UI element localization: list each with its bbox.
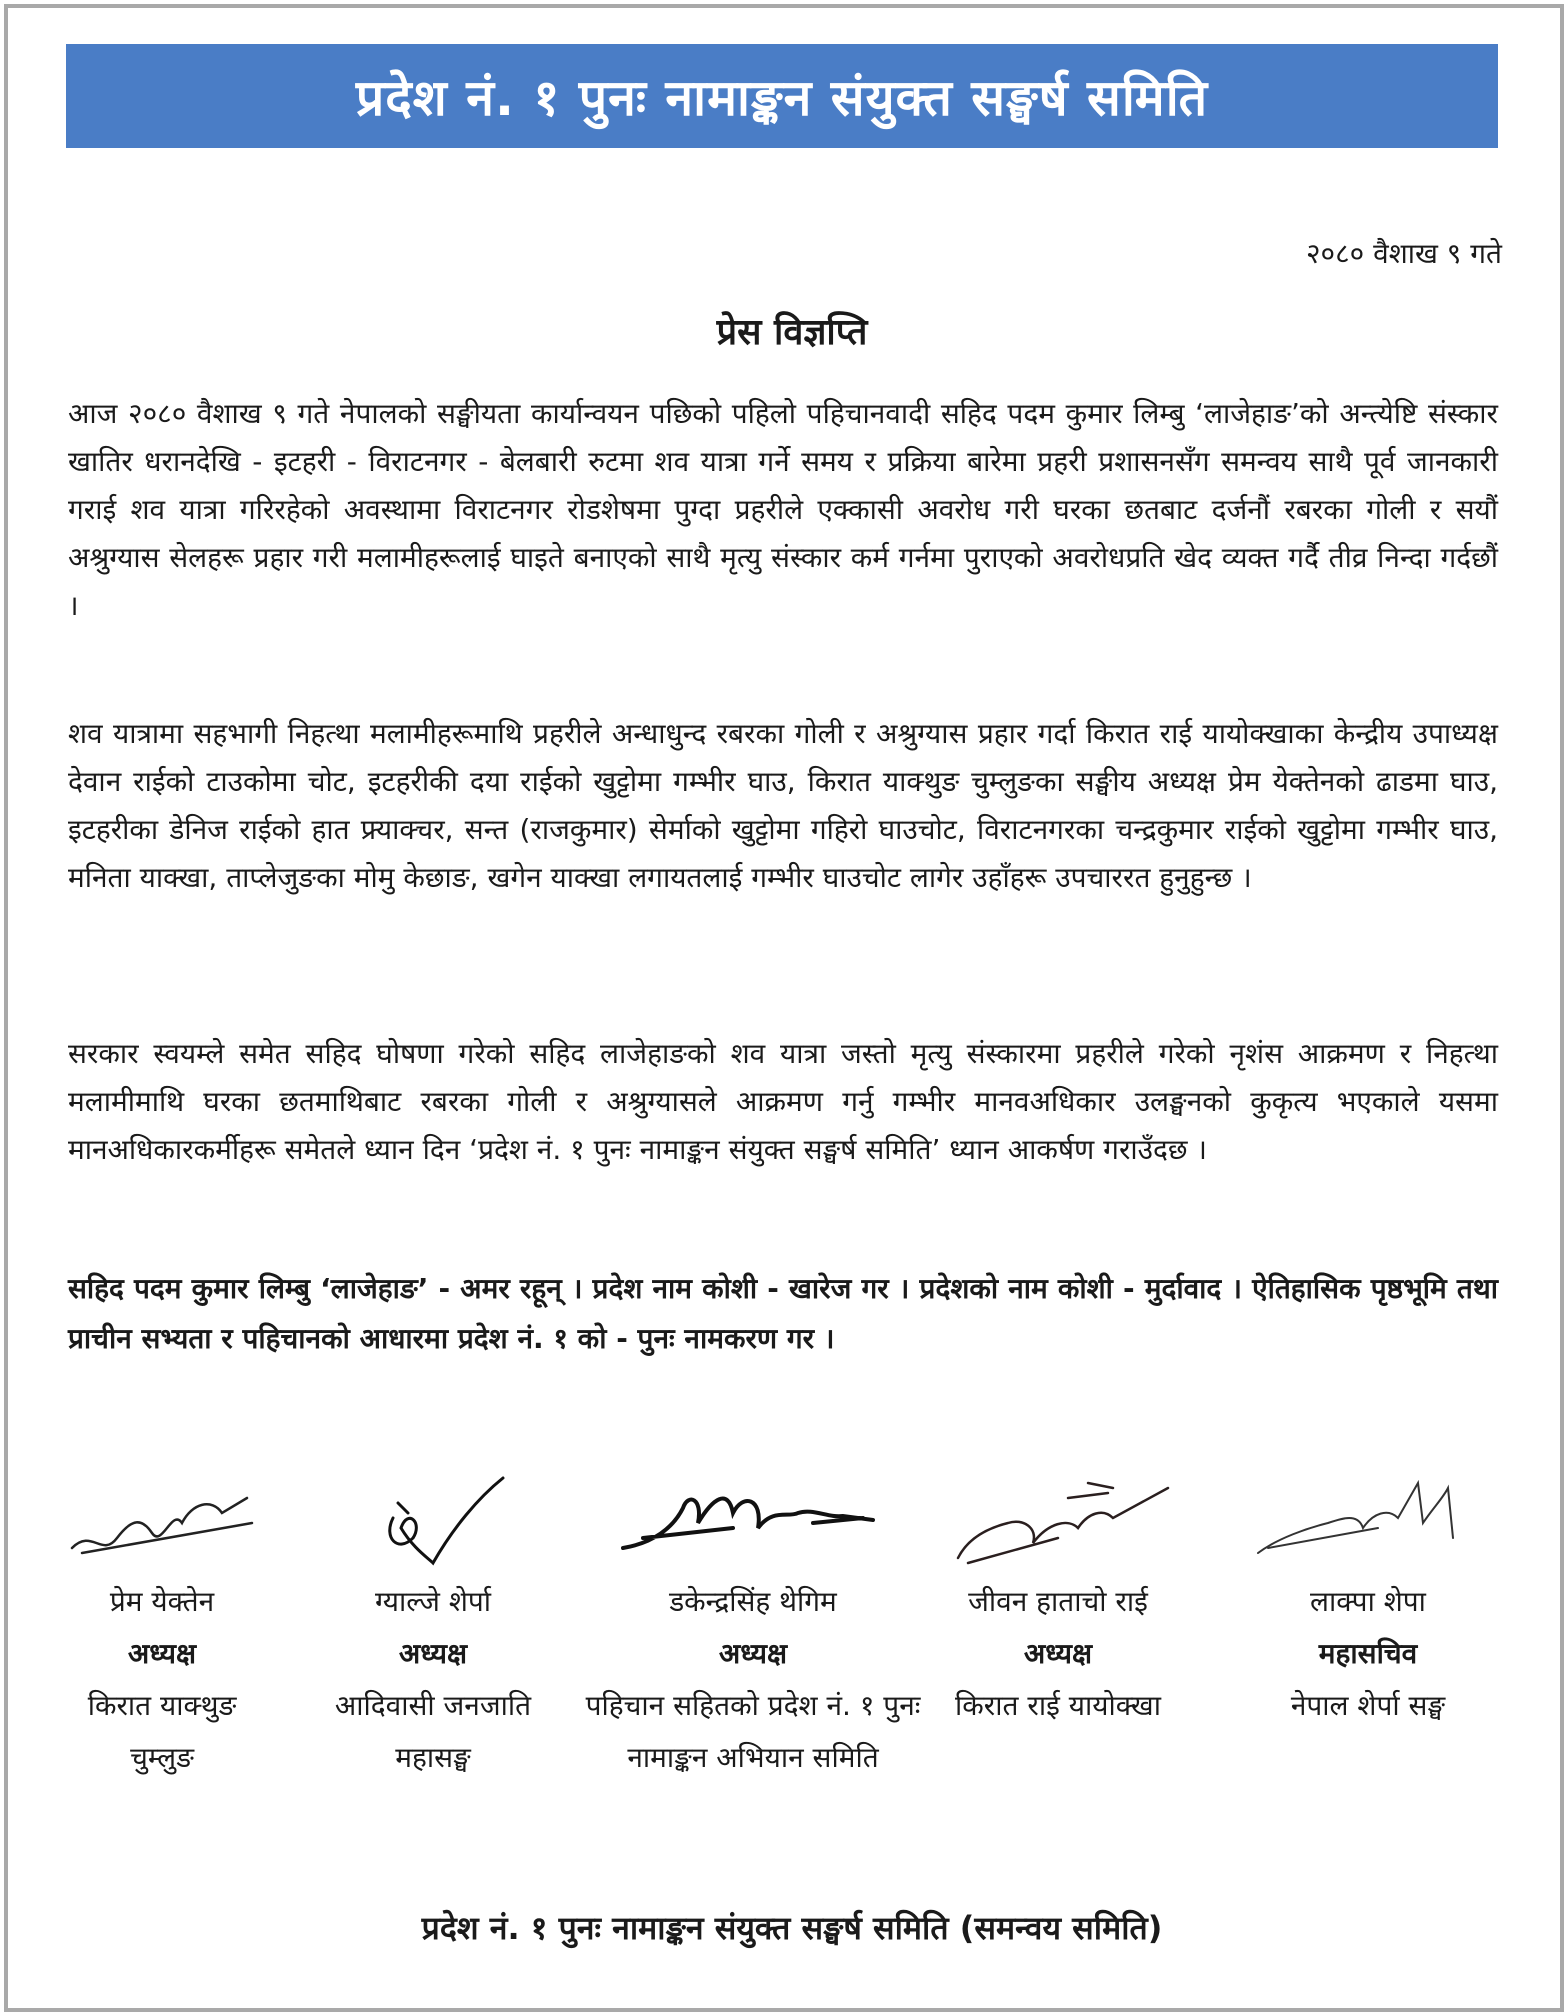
signatory-1 xyxy=(62,1468,262,1784)
slogans-paragraph: सहिद पदम कुमार लिम्बु ‘लाजेहाङ’ - अमर रहून् । प्रदेश नाम कोशी - खारेज गर । प्रदेशको नाम कोशी - मुर्दावाद । ऐतिहासिक पृष्ठभूमि तथा प्राचीन सभ्यता र पहिचानको आधारमा प्रदेश नं. १ को - पुनः नामकरण गर । xyxy=(68,1272,1498,1355)
press-release-heading: प्रेस विज्ञप्ति xyxy=(716,312,868,353)
signer-title: अध्यक्ष xyxy=(1023,1637,1093,1670)
signatory-4 xyxy=(928,1468,1188,1732)
signature-2 xyxy=(353,1468,513,1568)
paragraph-1: आज २०८० वैशाख ९ गते नेपालको सङ्घीयता कार्यान्वयन पछिको पहिलो पहिचानवादी सहिद पदम कुमार लिम्बु ‘लाजेहाङ’को अन्त्येष्टि संस्कार खातिर धरानदेखि - इटहरी - विराटनगर - बेलबारी रुटमा शव यात्रा गर्ने समय र प्रक्रिया बारेमा प्रहरी प्रशासनसँग समन्वय साथै पूर्व जानकारी गराई शव यात्रा गरिरहेको अवस्थामा विराटनगर रोडशेषमा पुग्दा प्रहरीले एक्कासी अवरोध गरी घरका छतबाट दर्जनौं रबरका गोली र सयौं अश्रुग्यास सेलहरू प्रहार गरी मलामीहरूलाई घाइते बनाएको साथै मृत्यु संस्कार कर्म गर्नमा पुराएको अवरोधप्रति खेद व्यक्त गर्दै तीव्र निन्दा गर्दछौं । xyxy=(68,397,1498,622)
signer-name: प्रेम येक्तेन xyxy=(109,1585,215,1618)
paragraph-2: शव यात्रामा सहभागी निहत्था मलामीहरूमाथि प्रहरीले अन्धाधुन्द रबरका गोली र अश्रुग्यास प्रहार गर्दा किरात राई यायोक्खाका केन्द्रीय उपाध्यक्ष देवान राईको टाउकोमा चोट, इटहरीकी दया राईको खुट्टोमा गम्भीर घाउ, किरात याक्थुङ चुम्लुङका सङ्घीय अध्यक्ष प्रेम येक्तेनको ढाडमा घाउ, इटहरीका डेनिज राईको हात फ्र्याक्चर, सन्त (राजकुमार) सेर्माको खुट्टोमा गहिरो घाउचोट, विराटनगरका चन्द्रकुमार राईको खुट्टोमा गम्भीर घाउ, मनिता याक्खा, ताप्लेजुङका मोमु केछाङ, खगेन याक्खा लगायतलाई गम्भीर घाउचोट लागेर उहाँहरू उपचाररत हुनुहुन्छ । xyxy=(68,717,1498,894)
signer-title: महासचिव xyxy=(1318,1637,1418,1670)
signer-title: अध्यक्ष xyxy=(127,1637,197,1670)
header-banner xyxy=(66,44,1498,148)
signer-title: अध्यक्ष xyxy=(398,1637,468,1670)
signature-4 xyxy=(938,1468,1178,1568)
signature-5 xyxy=(1248,1468,1488,1568)
signer-name: लाक्पा शेपा xyxy=(1310,1585,1426,1618)
signer-org: पहिचान सहितको प्रदेश नं. १ पुनः नामाङ्कन अभियान समिति xyxy=(585,1689,921,1774)
signature-3 xyxy=(613,1468,893,1568)
signer-org: आदिवासी जनजाति महासङ्घ xyxy=(334,1689,532,1774)
signer-org: किरात राई यायोक्खा xyxy=(955,1689,1161,1722)
document-date: २०८० वैशाख ९ गते xyxy=(1306,237,1502,270)
signer-org: किरात याक्थुङ चुम्लुङ xyxy=(87,1689,237,1774)
signature-1 xyxy=(62,1468,262,1568)
signer-name: ग्याल्जे शेर्पा xyxy=(374,1585,492,1618)
paragraph-3: सरकार स्वयम्ले समेत सहिद घोषणा गरेको सहिद लाजेहाङको शव यात्रा जस्तो मृत्यु संस्कारमा प्रहरीले गरेको नृशंस आक्रमण र निहत्था मलामीमाथि घरका छतमाथिबाट रबरका गोली र अश्रुग्यासले आक्रमण गर्नु गम्भीर मानवअधिकार उलङ्घनको कुकृत्य भएकाले यसमा मानअधिकारकर्मीहरू समेतले ध्यान दिन ‘प्रदेश नं. १ पुनः नामाङ्कन संयुक्त सङ्घर्ष समिति’ ध्यान आकर्षण गराउँदछ । xyxy=(68,1037,1498,1166)
signatory-2 xyxy=(308,1468,558,1784)
signer-title: अध्यक्ष xyxy=(718,1637,788,1670)
signer-org: नेपाल शेर्पा सङ्घ xyxy=(1290,1689,1446,1722)
signer-name: डकेन्द्रसिंह थेगिम xyxy=(669,1585,837,1618)
signatory-3 xyxy=(568,1468,938,1784)
document-page xyxy=(4,4,1564,2012)
signatory-5 xyxy=(1238,1468,1498,1732)
banner-title: प्रदेश नं. १ पुनः नामाङ्कन संयुक्त सङ्घर्ष समिति xyxy=(355,69,1209,127)
footer-committee-name: प्रदेश नं. १ पुनः नामाङ्कन संयुक्त सङ्घर्ष समिति (समन्वय समिति) xyxy=(421,1909,1163,1947)
signer-name: जीवन हाताचो राई xyxy=(968,1585,1148,1618)
